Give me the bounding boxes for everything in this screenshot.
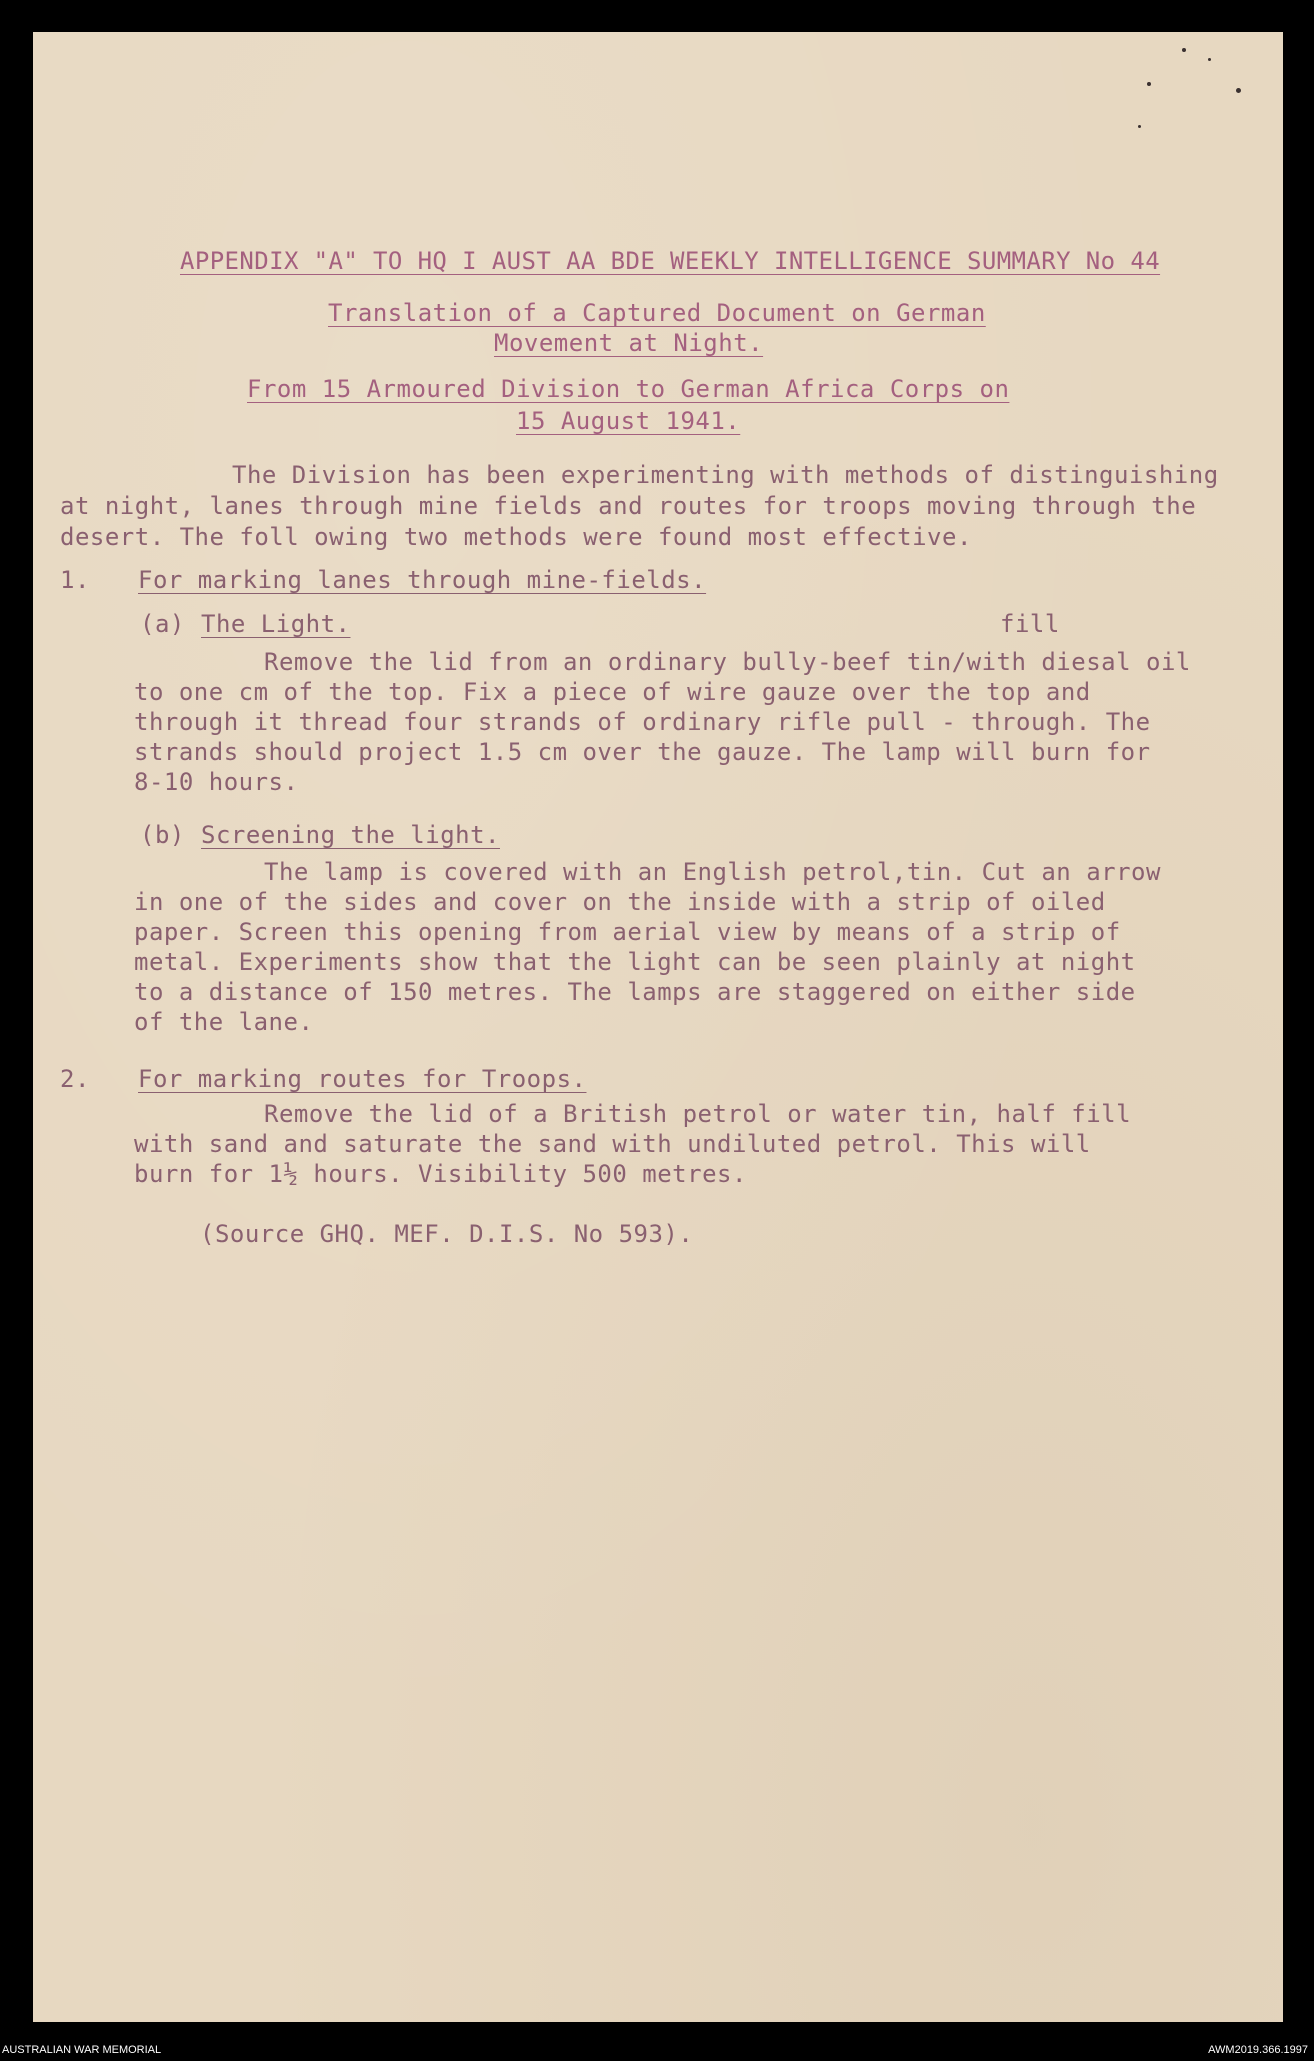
body-line: through it thread four strands of ordinary rifle pull - through. The	[134, 708, 1151, 736]
section-number: 1.	[60, 566, 90, 594]
footer-institution: AUSTRALIAN WAR MEMORIAL	[2, 2044, 162, 2056]
body-line: strands should project 1.5 cm over the gauze. The lamp will burn for	[134, 738, 1151, 766]
document-from-line2: 15 August 1941.	[516, 407, 741, 435]
subsection-heading: Screening the light.	[201, 821, 500, 849]
body-line: 8-10 hours.	[134, 768, 299, 796]
body-line: to one cm of the top. Fix a piece of wire gauze over the top and	[134, 678, 1091, 706]
body-line: Remove the lid from an ordinary bully-beef tin/with diesal oil	[264, 648, 1191, 676]
intro-line: desert. The foll owing two methods were found most effective.	[60, 523, 972, 551]
body-line: with sand and saturate the sand with undiluted petrol. This will	[134, 1130, 1091, 1158]
paper-speck	[1147, 82, 1151, 86]
paper-speck	[1208, 58, 1211, 61]
document-title: APPENDIX "A" TO HQ I AUST AA BDE WEEKLY INTELLIGENCE SUMMARY No 44	[180, 247, 1161, 275]
body-line: The lamp is covered with an English petrol,tin. Cut an arrow	[264, 858, 1161, 886]
section-heading: For marking routes for Troops.	[138, 1065, 587, 1093]
paper-speck	[1236, 88, 1241, 93]
body-line: metal. Experiments show that the light can be seen plainly at night	[134, 948, 1136, 976]
source-reference: (Source GHQ. MEF. D.I.S. No 593).	[200, 1220, 694, 1248]
paper-speck	[1138, 125, 1141, 128]
subsection-label: (b)	[140, 821, 185, 849]
subsection-label: (a)	[140, 610, 185, 638]
body-line: Remove the lid of a British petrol or water tin, half fill	[264, 1100, 1132, 1128]
body-line: to a distance of 150 metres. The lamps are staggered on either side	[134, 978, 1136, 1006]
intro-line: at night, lanes through mine fields and routes for troops moving through the	[60, 492, 1197, 520]
document-subtitle-line1: Translation of a Captured Document on German	[328, 299, 986, 327]
body-line: in one of the sides and cover on the inside with a strip of oiled	[134, 888, 1106, 916]
subsection-heading: The Light.	[201, 610, 351, 638]
body-line: burn for 1½ hours. Visibility 500 metres.	[134, 1160, 747, 1188]
body-line: paper. Screen this opening from aerial view by means of a strip of	[134, 918, 1121, 946]
handwritten-insertion: fill	[1000, 610, 1060, 638]
section-number: 2.	[60, 1065, 90, 1093]
document-from-line1: From 15 Armoured Division to German Africa Corps on	[247, 375, 1010, 403]
footer-accession-number: AWM2019.366.1997	[1208, 2044, 1308, 2056]
paper-speck	[1182, 48, 1186, 52]
intro-line: The Division has been experimenting with methods of distinguishing	[232, 461, 1219, 489]
body-line: of the lane.	[134, 1008, 314, 1036]
document-subtitle-line2: Movement at Night.	[494, 329, 764, 357]
section-heading: For marking lanes through mine-fields.	[138, 566, 707, 594]
